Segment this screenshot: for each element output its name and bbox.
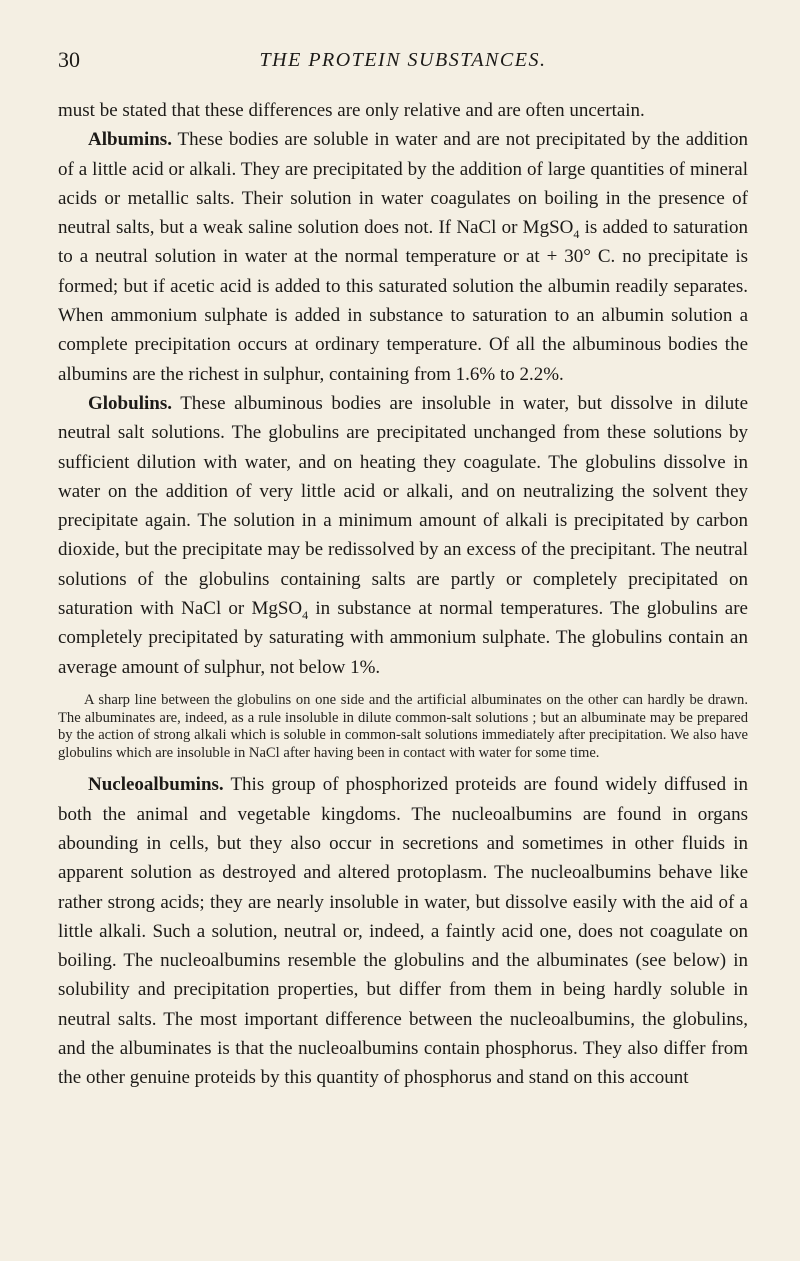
footnote: A sharp line between the globulins on one side and the artificial albuminates on the other can hardly be drawn. The albuminates are, indeed, as a rule insoluble in dilute common-salt solutions ; but an albuminate may be prepared by the action of strong alkali which is soluble in common-salt solutions immediately after precipitation. We also have globulins which are insoluble in NaCl after having been in contact with water for some time. xyxy=(58,691,748,761)
albumins-text-b: is added to saturation to a neutral solution in water at the normal temperature or at + 30° C. no precipitate is formed; but if acetic acid is added to this saturated solution the albumin readily separates. When ammonium sulphate is added in substance to saturation to an albumin solution a complete precipitation occurs at ordinary temperature. Of all the albuminous bodies the albumins are the richest in sulphur, containing from 1.6% to 2.2%. xyxy=(58,217,748,385)
nucleoalbumins-term: Nucleoalbumins. xyxy=(88,774,224,796)
globulins-text-b: in substance at normal temperatures. The globulins are completely precipitated by saturating with ammonium sulphate. The globulins contain an average amount of sulphur, not below 1%. xyxy=(58,598,748,678)
page-header xyxy=(58,46,748,76)
running-head: THE PROTEIN SUBSTANCES. xyxy=(259,49,547,71)
page-number: 30 xyxy=(58,47,80,72)
nucleoalbumins-text: This group of phosphorized proteids are found widely diffused in both the animal and vegetable kingdoms. The nucleoalbumins are found in organs abounding in cells, but they also occur in secretions and sometimes in other fluids in apparent solution as destroyed and altered protoplasm. The nucleoalbumins behave like rather strong acids; they are nearly insoluble in water, but dissolve easily with the aid of a little alkali. Such a solution, neutral or, indeed, a faintly acid one, does not coagulate on boiling. The nucleoalbumins resemble the globulins and the albuminates (see below) in solubility and precipitation properties, but differ from them in being hardly soluble in neutral salts. The most important difference between the nucleoalbumins, the globulins, and the albuminates is that the nucleoalbumins contain phosphorus. They also differ from the other genuine proteids by this quantity of phosphorus and stand on this account xyxy=(58,774,748,1089)
albumins-paragraph xyxy=(58,125,748,389)
globulins-subscript: 4 xyxy=(302,607,309,622)
nucleoalbumins-paragraph xyxy=(58,770,748,1092)
globulins-text-a: These albuminous bodies are insoluble in water, but dissolve in dilute neutral salt solutions. The globulins are precipitated unchanged from these solutions by sufficient dilution with water, and on heating they coagulate. The globulins dissolve in water on the addition of very little acid or alkali, and on neutralizing the solvent they precipitate again. The solution in a minimum amount of alkali is precipitated by carbon dioxide, but the precipitate may be redissolved by an excess of the precipitant. The neutral solutions of the globulins containing salts are partly or completely precipitated on saturation with NaCl or MgSO xyxy=(58,392,748,620)
intro-paragraph: must be stated that these differences are only relative and are often uncertain. xyxy=(58,100,645,121)
globulins-paragraph xyxy=(58,389,748,682)
albumins-subscript: 4 xyxy=(573,226,580,241)
albumins-term: Albumins. xyxy=(88,129,172,151)
albumins-text-a: These bodies are soluble in water and are not precipitated by the addition of a little acid or alkali. They are precipitated by the addition of large quantities of mineral acids or metallic salts. Their solution in water coagulates on boiling in the presence of neutral salts, but a weak saline solution does not. If NaCl or MgSO xyxy=(58,129,748,239)
page-body xyxy=(58,96,748,1093)
globulins-term: Globulins. xyxy=(88,392,172,414)
